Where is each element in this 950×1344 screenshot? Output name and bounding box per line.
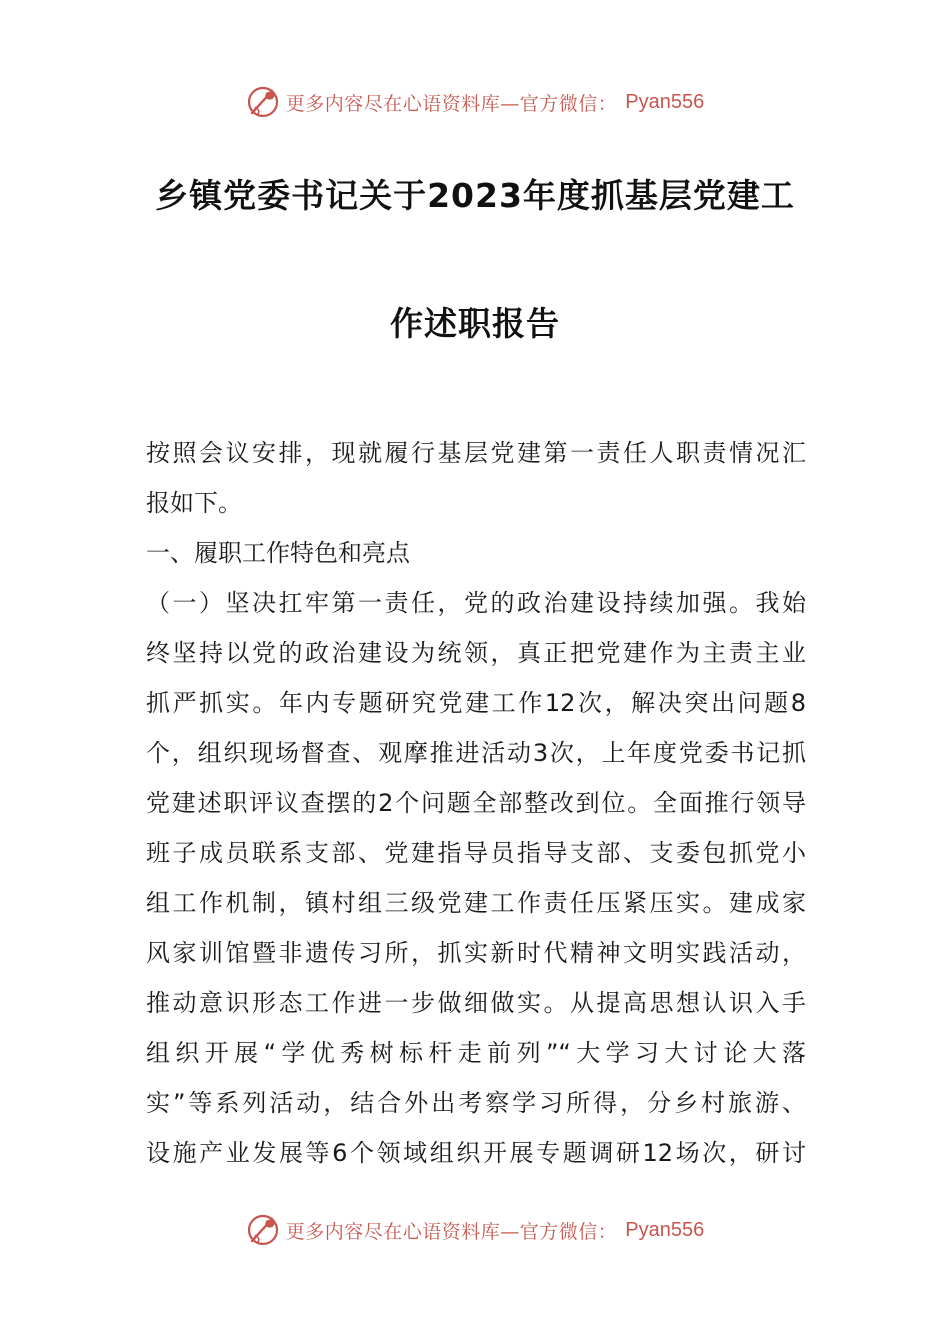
banner-text: 更多内容尽在心语资料库—官方微信： <box>285 92 618 115</box>
body-line: 风家训馆暨非遗传习所，抓实新时代精神文明实践活动， <box>146 939 806 967</box>
body-line: 组工作机制，镇村组三级党建工作责任压紧压实。建成家 <box>146 889 806 917</box>
banner-wechat-id: Pyan556 <box>625 90 705 113</box>
body-line: 抓严抓实。年内专题研究党建工作12次，解决突出问题8 <box>146 689 806 717</box>
body-line: 报如下。 <box>146 489 242 517</box>
body-line: 组织开展“学优秀树标杆走前列”“大学习大讨论大落 <box>146 1039 806 1067</box>
body-line: 班子成员联系支部、党建指导员指导支部、支委包抓党小 <box>146 839 806 867</box>
document-title-line-2: 作述职报告 <box>390 304 560 343</box>
header-banner <box>0 82 950 122</box>
document-body <box>146 428 806 1178</box>
body-line: 按照会议安排，现就履行基层党建第一责任人职责情况汇 <box>146 439 806 467</box>
footer-banner <box>0 1210 950 1250</box>
document-title-line-1: 乡镇党委书记关于2023年度抓基层党建工 <box>155 176 795 215</box>
body-line: 党建述职评议查摆的2个问题全部整改到位。全面推行领导 <box>146 789 806 817</box>
quill-pen-seal-icon <box>246 1213 280 1247</box>
body-line: 实”等系列活动，结合外出考察学习所得，分乡村旅游、 <box>146 1089 806 1117</box>
body-line: 个，组织现场督查、观摩推进活动3次，上年度党委书记抓 <box>146 739 806 767</box>
body-line: 终坚持以党的政治建设为统领，真正把党建作为主责主业 <box>146 639 806 667</box>
body-line: 设施产业发展等6个领域组织开展专题调研12场次，研讨 <box>146 1139 806 1167</box>
section-heading: 一、履职工作特色和亮点 <box>146 539 410 567</box>
banner-wechat-id: Pyan556 <box>625 1218 705 1241</box>
banner-text: 更多内容尽在心语资料库—官方微信： <box>285 1220 618 1243</box>
body-line: （一）坚决扛牢第一责任，党的政治建设持续加强。我始 <box>146 589 806 617</box>
quill-pen-seal-icon <box>246 85 280 119</box>
body-line: 推动意识形态工作进一步做细做实。从提高思想认识入手 <box>146 989 806 1017</box>
